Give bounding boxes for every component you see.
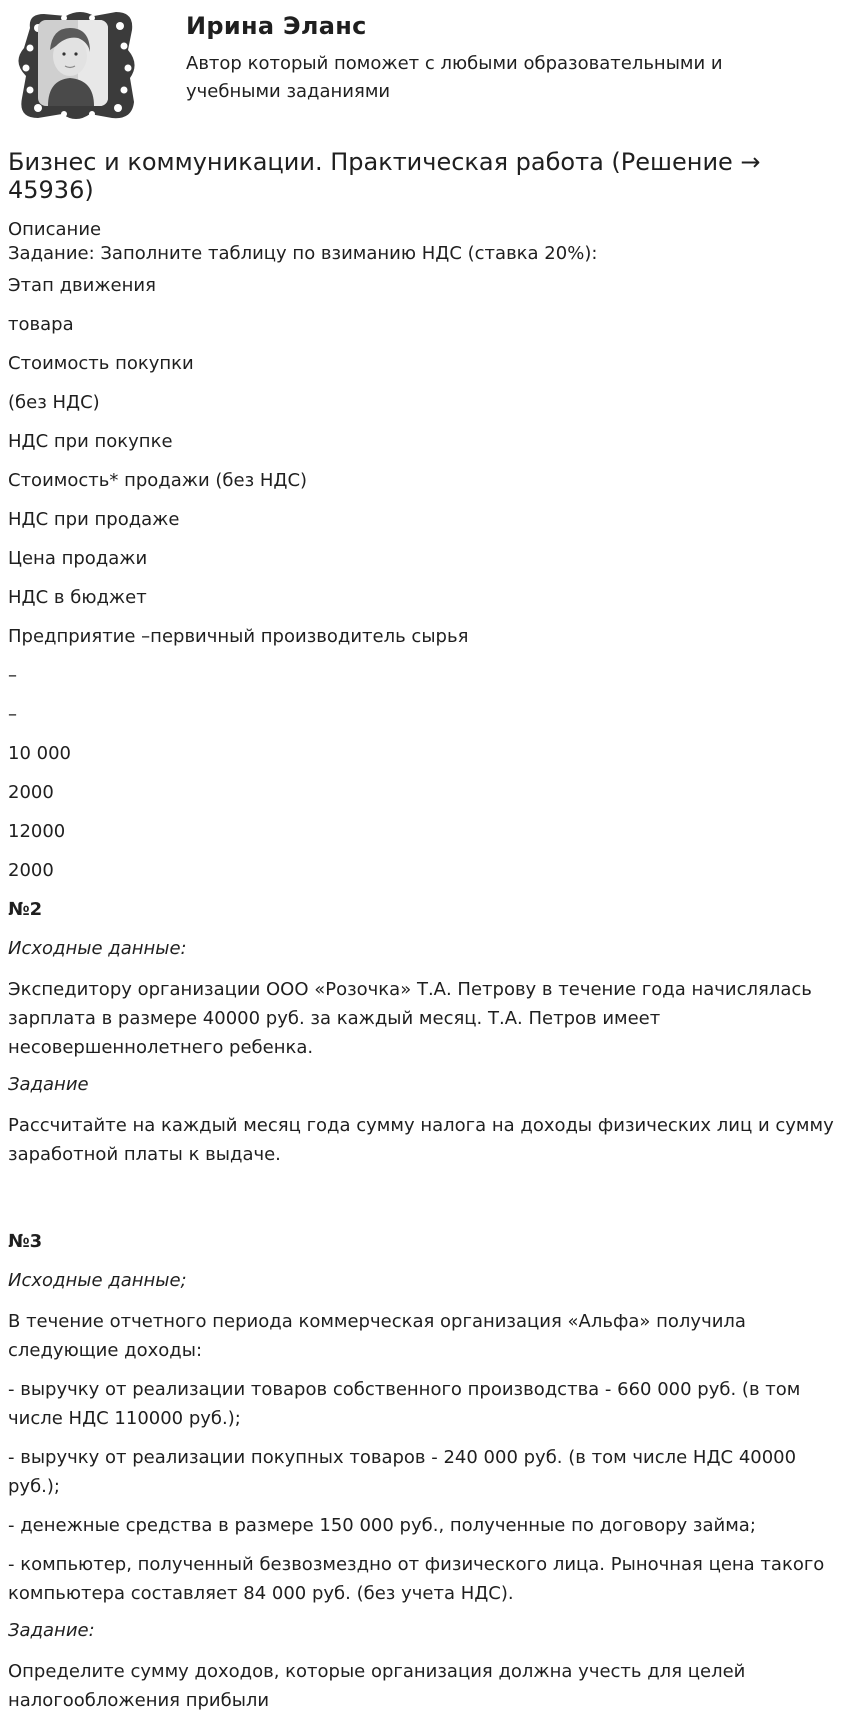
table-line: 2000 [8,782,54,803]
task3-source-label: Исходные данные; [8,1270,187,1291]
author-description: Автор который поможет с любыми образовательными и учебными заданиями [186,53,723,102]
table-line: НДС при продаже [8,509,180,530]
author-header [0,0,847,130]
table-line: Предприятие –первичный производитель сырья [8,626,469,647]
task2-task-label: Задание [8,1074,89,1095]
task3-number: №3 [8,1231,43,1252]
task2-source-text: Экспедитору организации ООО «Розочка» Т.А. Петрову в течение года начислялась зарплата в размере 40000 руб. за каждый месяц. Т.А. Петров имеет несовершеннолетнего ребенка. [8,979,812,1058]
table-line: (без НДС) [8,392,100,413]
description-label: Описание [8,219,102,240]
table-line: – [8,665,17,686]
table-line: Стоимость* продажи (без НДС) [8,470,308,491]
table-line: 2000 [8,860,54,881]
author-avatar[interactable] [8,6,148,126]
task3-task-label: Задание: [8,1620,95,1641]
task3-item: - выручку от реализации товаров собственного производства - 660 000 руб. (в том числе НДС 110000 руб.); [8,1379,801,1429]
author-name[interactable]: Ирина Эланс [186,12,367,40]
table-line: НДС в бюджет [8,587,147,608]
table-line: товара [8,314,74,335]
table-line: 10 000 [8,743,71,764]
avatar-image [8,6,148,126]
task2-source-label: Исходные данные: [8,938,187,959]
task1-text: Задание: Заполните таблицу по взиманию НДС (ставка 20%): [8,243,598,264]
table-line: 12000 [8,821,66,842]
page-title: Бизнес и коммуникации. Практическая работа (Решение → 45936) [8,148,761,204]
task3-task-text: Определите сумму доходов, которые организация должна учесть для целей налогообложения прибыли [8,1661,746,1711]
table-line: Цена продажи [8,548,148,569]
task3-item: - выручку от реализации покупных товаров - 240 000 руб. (в том числе НДС 40000 руб.); [8,1447,797,1497]
table-line: Этап движения [8,275,156,296]
task2-task-text: Рассчитайте на каждый месяц года сумму налога на доходы физических лиц и сумму заработной платы к выдаче. [8,1115,834,1165]
section-spacer [8,1179,838,1229]
table-line: – [8,704,17,725]
task3-item: - компьютер, полученный безвозмездно от физического лица. Рыночная цена такого компьютера составляет 84 000 руб. (без учета НДС). [8,1554,825,1604]
task3-intro: В течение отчетного периода коммерческая организация «Альфа» получила следующие доходы: [8,1311,746,1361]
task2-number: №2 [8,899,43,920]
task1-table-lines [8,273,838,897]
task3-item: - денежные средства в размере 150 000 руб., полученные по договору займа; [8,1515,756,1536]
document-body [8,148,838,1725]
table-line: НДС при покупке [8,431,173,452]
table-line: Стоимость покупки [8,353,194,374]
